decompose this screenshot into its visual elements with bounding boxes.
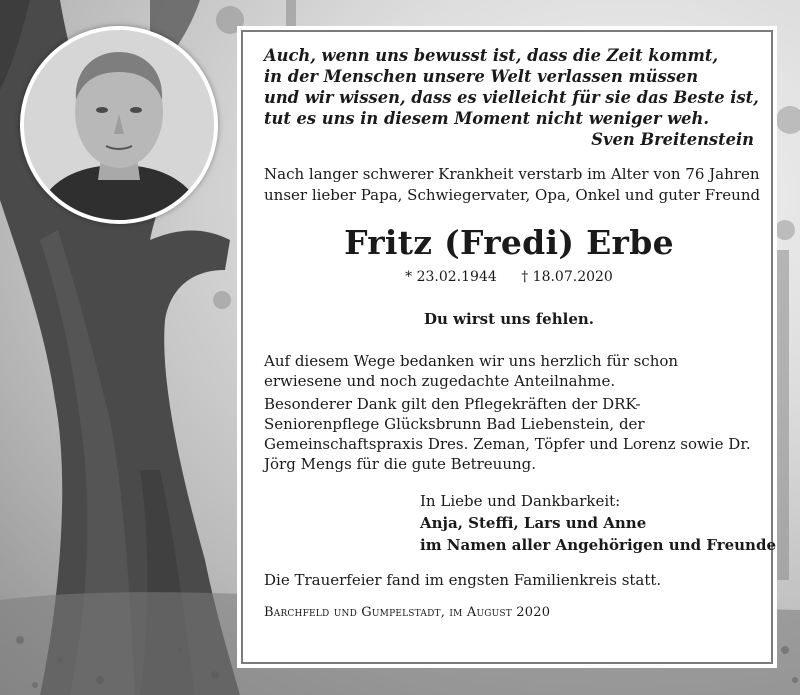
ceremony-note: Die Trauerfeier fand im engsten Familienkreis statt. (264, 571, 662, 589)
signature-others: im Namen aller Angehörigen und Freunde (420, 536, 776, 554)
birth-date: * 23.02.1944 (405, 269, 497, 285)
thanks-section (264, 351, 754, 474)
deceased-name: Fritz (Fredi) Erbe (344, 223, 674, 262)
signature-block (420, 490, 776, 556)
quote-line: Auch, wenn uns bewusst ist, dass die Zeit kommt, (264, 46, 719, 65)
intro-line: Nach langer schwerer Krankheit verstarb im Alter von 76 Jahren (264, 165, 760, 183)
death-notice-intro (264, 164, 761, 206)
thanks-paragraph: Besonderer Dank gilt den Pflegekräften der DRK-Seniorenpflege Glücksbrunn Bad Liebenstein, der Gemeinschaftspraxis Dres. Zeman, Töpfer und Lorenz sowie Dr. Jörg Mengs für die gute Betreuung. (264, 395, 751, 473)
place-and-date: Barchfeld und Gumpelstadt, im August 2020 (264, 605, 551, 620)
thanks-paragraph: Auf diesem Wege bedanken wir uns herzlich für schon erwiesene und noch zugedachte Anteilnahme. (264, 352, 679, 390)
signature-intro: In Liebe und Dankbarkeit: (420, 492, 621, 510)
intro-line: unser lieber Papa, Schwiegervater, Opa, Onkel und guter Freund (264, 186, 761, 204)
memorial-quote (264, 45, 759, 150)
quote-author: Sven Breitenstein (591, 130, 754, 149)
death-date: † 18.07.2020 (521, 269, 613, 285)
obituary-card (237, 26, 777, 668)
portrait-photo (20, 26, 218, 224)
signature-names: Anja, Steffi, Lars und Anne (420, 514, 647, 532)
portrait-figure-icon (24, 30, 214, 220)
life-dates (264, 267, 754, 287)
quote-line: tut es uns in diesem Moment nicht weniger weh. (264, 109, 710, 128)
miss-statement: Du wirst uns fehlen. (424, 310, 594, 328)
obituary-content (264, 45, 776, 622)
quote-line: und wir wissen, dass es vielleicht für sie das Beste ist, (264, 88, 759, 107)
quote-line: in der Menschen unsere Welt verlassen müssen (264, 67, 699, 86)
